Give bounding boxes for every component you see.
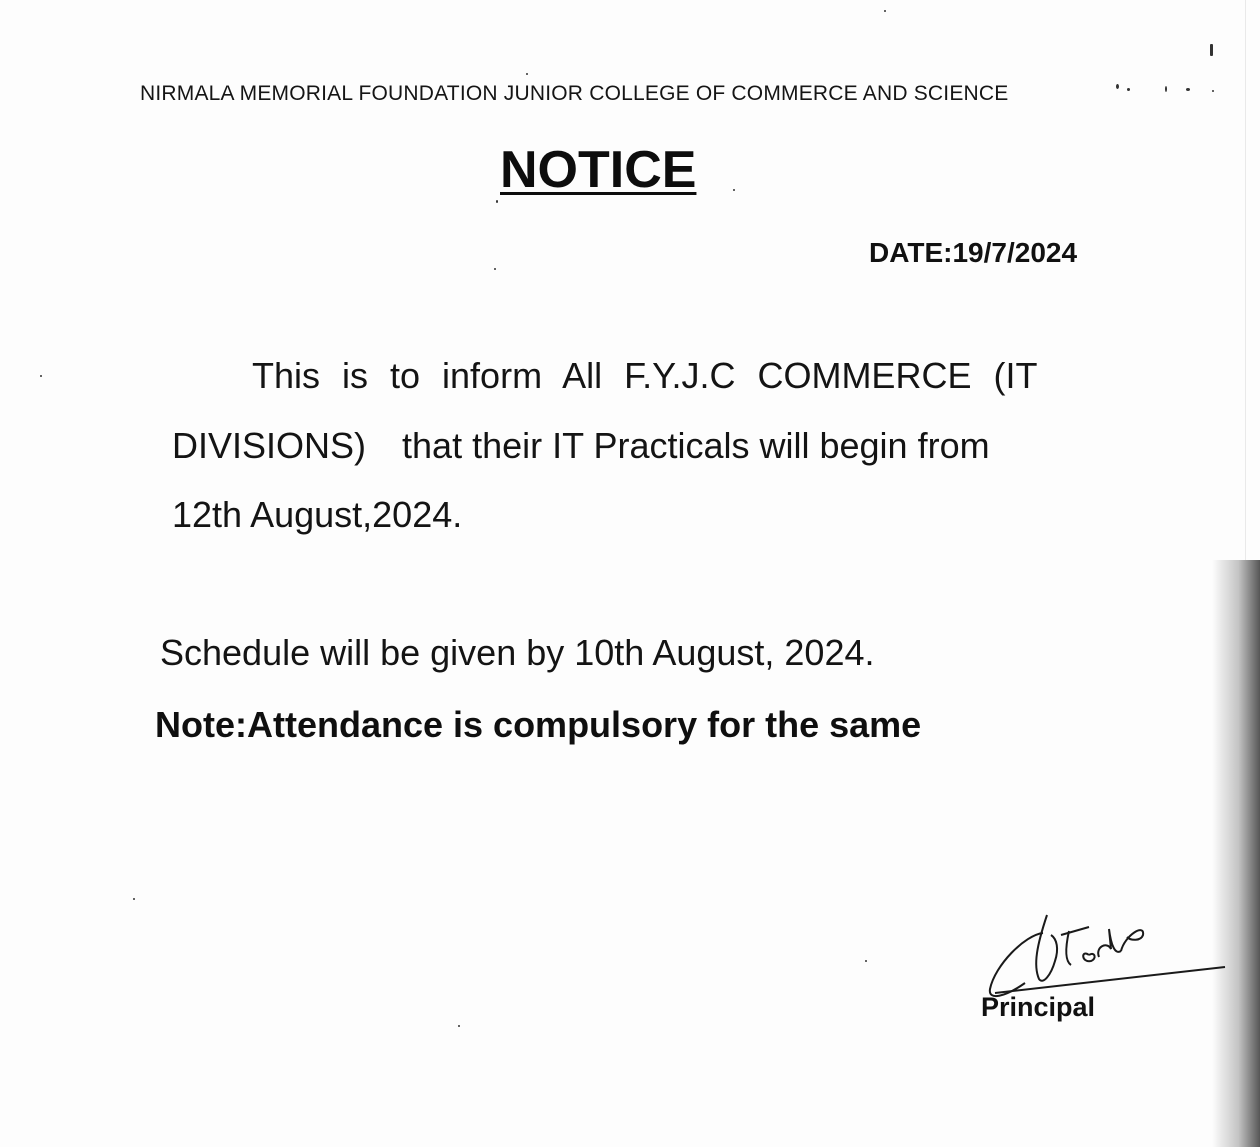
scan-speck: [494, 268, 496, 270]
body-line-2: [172, 425, 990, 467]
scan-speck: [865, 960, 867, 962]
body-line-1: This is to inform All F.Y.J.C COMMERCE (IT: [252, 355, 1038, 396]
scan-speck: [1165, 86, 1167, 92]
scan-speck: [1210, 44, 1213, 56]
scan-speck: [458, 1025, 460, 1027]
institution-header: NIRMALA MEMORIAL FOUNDATION JUNIOR COLLEGE OF COMMERCE AND SCIENCE: [140, 82, 1009, 105]
notice-title: NOTICE: [500, 141, 697, 199]
scan-speck: [40, 375, 42, 377]
scan-speck: [133, 898, 135, 900]
scan-speck: [733, 189, 735, 191]
principal-label: Principal: [981, 992, 1096, 1022]
attendance-note: Note:Attendance is compulsory for the same: [155, 704, 922, 745]
schedule-text: Schedule will be given by 10th August, 2024.: [160, 632, 875, 673]
page-edge: [1245, 0, 1246, 560]
body-line-2-part-a: DIVISIONS): [172, 425, 367, 466]
page-shadow: [1212, 560, 1260, 1147]
notice-date: DATE:19/7/2024: [869, 237, 1078, 268]
principal-signature: [985, 905, 1230, 1005]
scan-speck: [1212, 90, 1214, 92]
scan-speck: [526, 73, 528, 75]
scan-speck: [884, 10, 886, 12]
scan-speck: [1116, 84, 1119, 89]
scan-speck: [496, 200, 498, 203]
body-line-2-part-b: that their IT Practicals will begin from: [402, 425, 990, 466]
scan-speck: [1186, 88, 1190, 91]
body-line-3: 12th August,2024.: [172, 494, 463, 535]
scan-speck: [1127, 88, 1130, 91]
